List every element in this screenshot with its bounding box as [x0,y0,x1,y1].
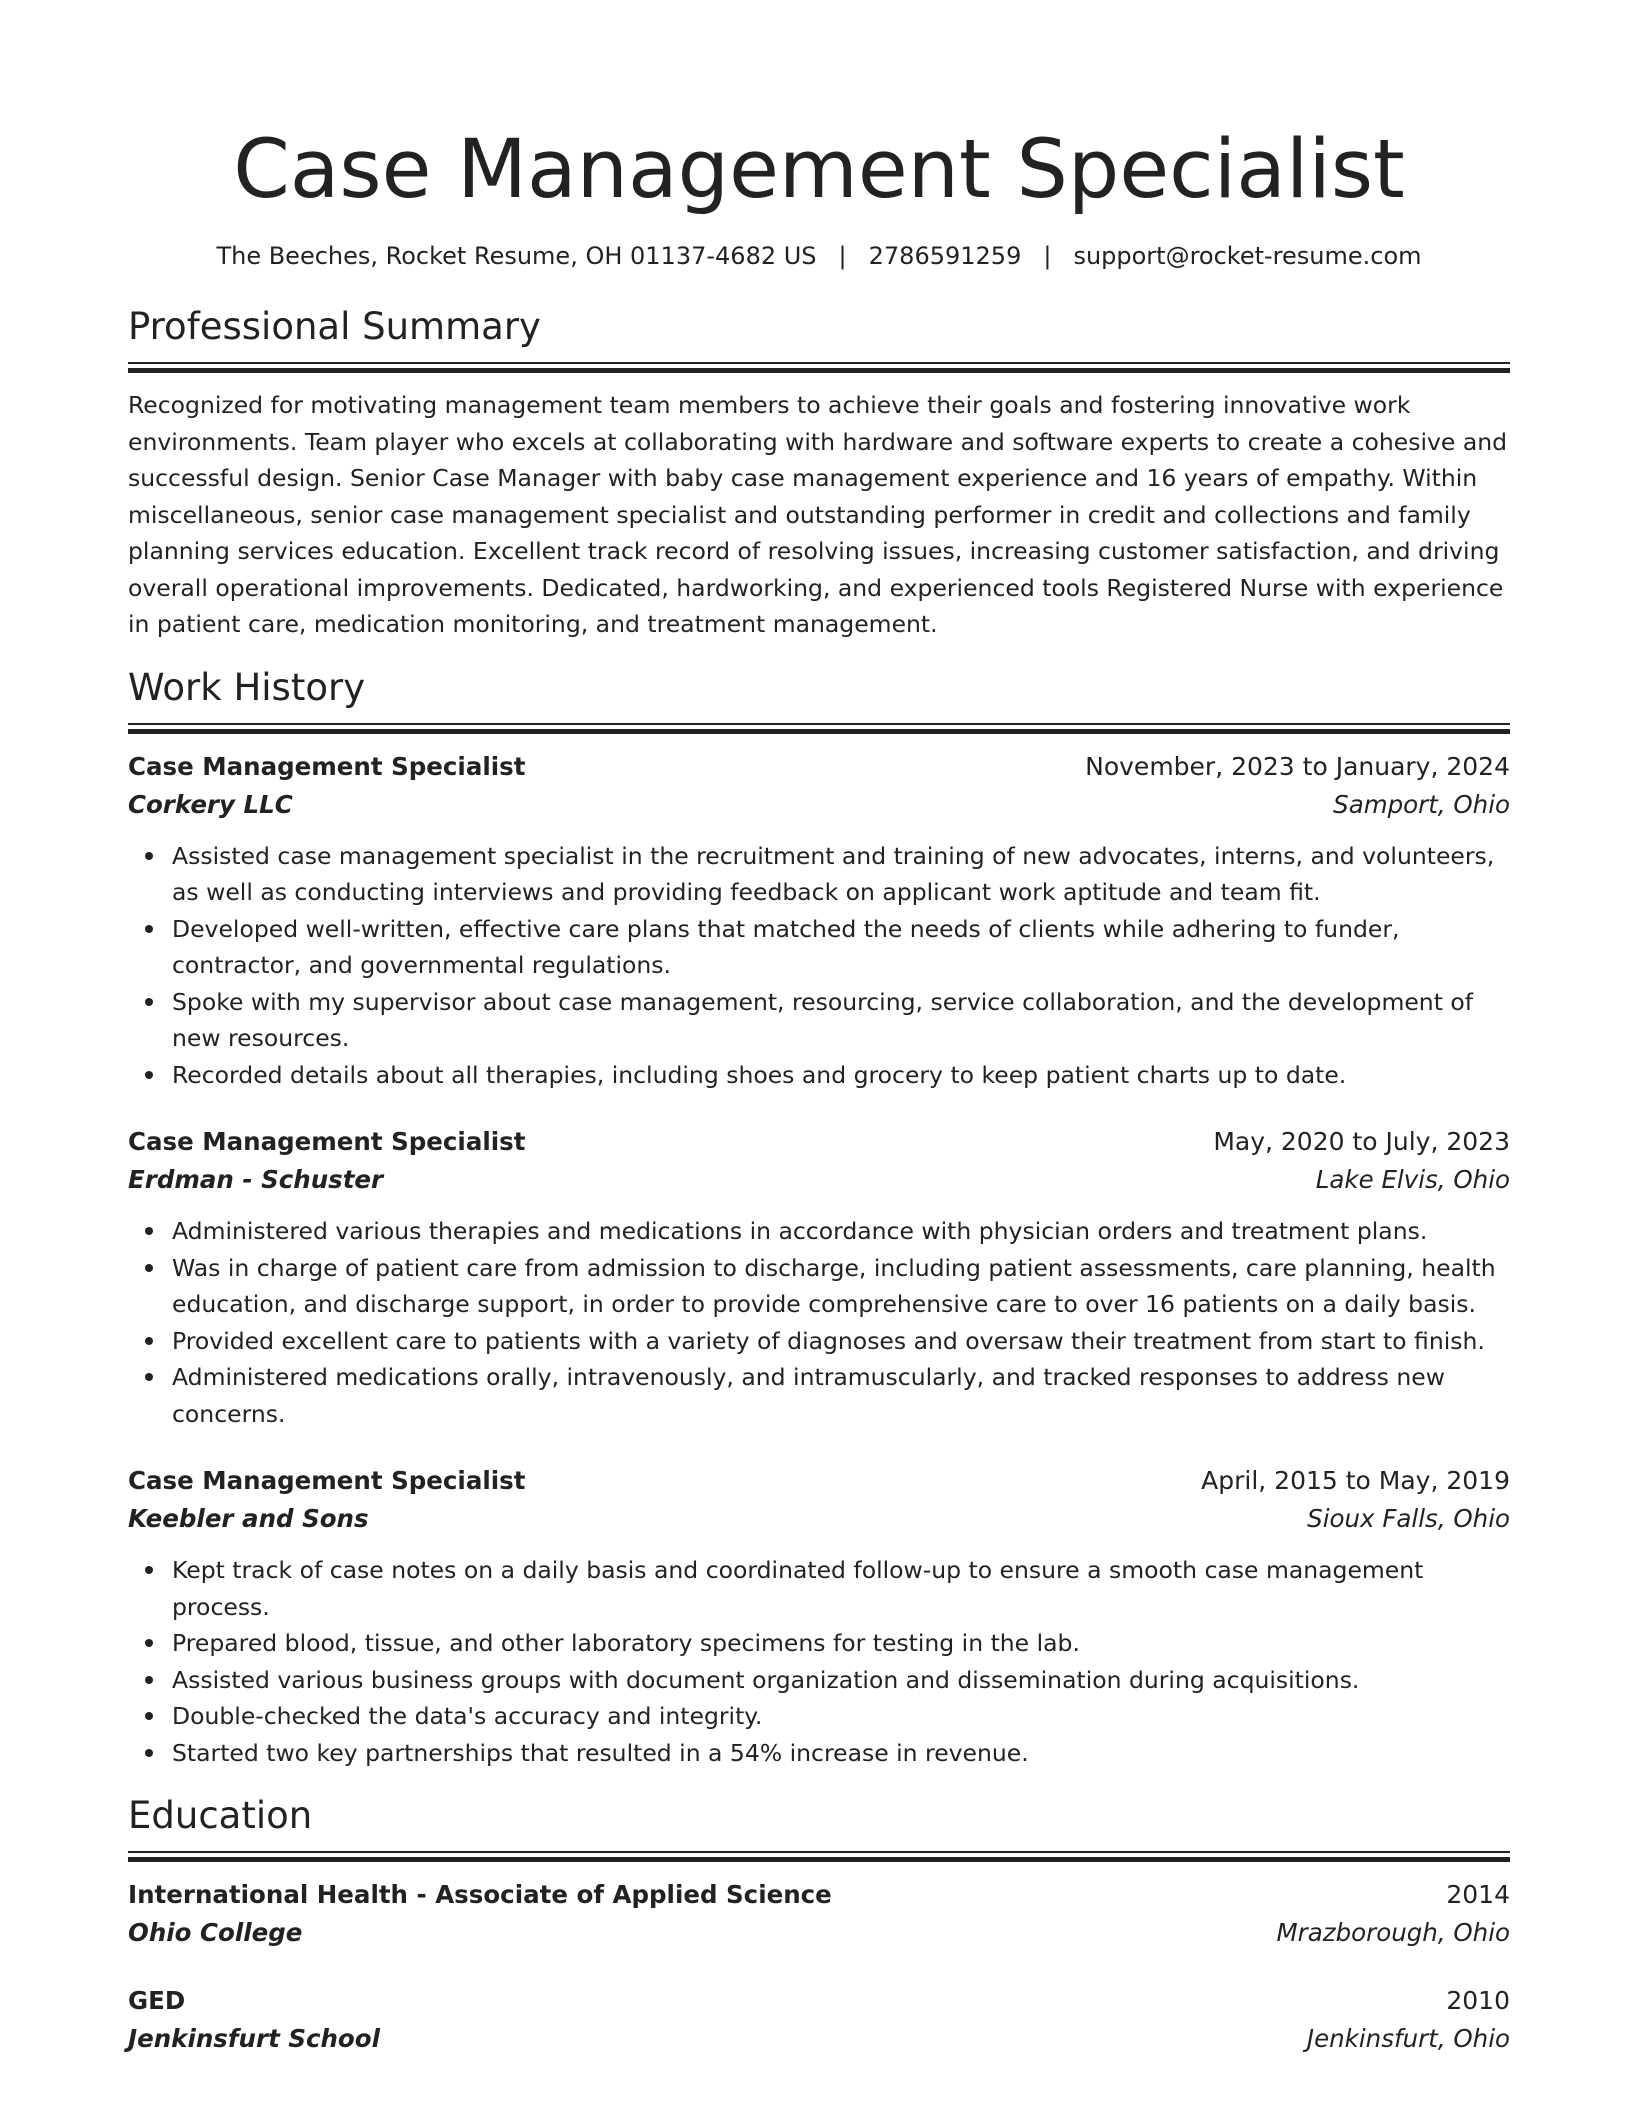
job-location: Samport, Ohio [1333,789,1510,819]
job-location: Lake Elvis, Ohio [1315,1165,1510,1194]
job-title: Case Management Specialist [128,1466,526,1495]
job-dates: November, 2023 to January, 2024 [1085,751,1510,781]
resume-name: Case Management Specialist [233,123,1405,217]
job-bullet: Assisted various business groups with document organization and dissemination during acquisitions. [172,1662,1510,1699]
job-bullet: Developed well-written, effective care plans that matched the needs of clients while adhering to funder, contractor, and governmental regulations. [172,911,1510,984]
education-location: Mrazborough, Ohio [1276,1918,1510,1947]
summary-section [128,304,1510,643]
education-year: 2014 [1446,1880,1510,1909]
job-entry [128,1462,1510,1771]
job-bullet: Spoke with my supervisor about case management, resourcing, service collaboration, and the development of new resources. [172,984,1510,1057]
job-dates: May, 2020 to July, 2023 [1213,1127,1510,1156]
job-bullet: Recorded details about all therapies, including shoes and grocery to keep patient charts up to date. [172,1057,1510,1094]
education-year: 2010 [1446,1986,1510,2015]
job-company: Keebler and Sons [128,1504,369,1533]
job-company: Corkery LLC [128,789,293,819]
education-location: Jenkinsfurt, Ohio [1306,2024,1510,2053]
resume-page [128,0,1510,2058]
job-bullets [128,838,1510,1094]
job-bullet: Prepared blood, tissue, and other laboratory specimens for testing in the lab. [172,1625,1510,1662]
summary-text: Recognized for motivating management team members to achieve their goals and fostering innovative work environments. Team player who excels at collaborating with hardware and software experts to create a cohesive and successful design. Senior Case Manager with baby case management experience and 16 years of empathy. Within miscellaneous, senior case management specialist and outstanding performer in credit and collections and family planning services education. Excellent track record of resolving issues, increasing customer satisfaction, and driving overall operational improvements. Dedicated, hardworking, and experienced tools Registered Nurse with experience in patient care, medication monitoring, and treatment management. [128,391,1508,638]
education-degree: GED [128,1986,186,2015]
education-entry [128,1876,1510,1952]
job-bullet: Kept track of case notes on a daily basis and coordinated follow-up to ensure a smooth case management process. [172,1552,1510,1625]
education-entry [128,1982,1510,2058]
education-section [128,1793,1510,2058]
section-title-summary: Professional Summary [128,305,541,348]
job-bullet: Assisted case management specialist in the recruitment and training of new advocates, interns, and volunteers, as well as conducting interviews and providing feedback on applicant work aptitude and team fit. [172,838,1510,911]
job-bullets [128,1552,1510,1771]
job-bullets [128,1213,1510,1432]
contact-separator: | [838,242,847,270]
section-title-work-history: Work History [128,665,366,709]
work-history-section [128,665,1510,1772]
contact-separator: | [1043,242,1052,270]
job-bullet: Double-checked the data's accuracy and integrity. [172,1698,1510,1735]
education-degree: International Health - Associate of Applied Science [128,1880,832,1909]
contact-email[interactable]: support@rocket-resume.com [1073,242,1422,270]
section-divider [128,1851,1510,1862]
job-entry [128,748,1510,1094]
education-school: Jenkinsfurt School [128,2024,380,2053]
contact-phone: 2786591259 [868,242,1022,270]
job-company: Erdman - Schuster [128,1165,384,1194]
job-title: Case Management Specialist [128,751,526,781]
job-bullet: Provided excellent care to patients with a variety of diagnoses and oversaw their treatment from start to finish. [172,1323,1510,1360]
section-divider [128,362,1510,373]
education-school: Ohio College [128,1918,303,1947]
contact-line [128,240,1510,272]
job-title: Case Management Specialist [128,1127,526,1156]
job-bullet: Administered various therapies and medications in accordance with physician orders and treatment plans. [172,1213,1510,1250]
contact-address: The Beeches, Rocket Resume, OH 01137-4682 US [216,242,817,270]
job-bullet: Administered medications orally, intravenously, and intramuscularly, and tracked responses to address new concerns. [172,1359,1510,1432]
job-entry [128,1123,1510,1432]
job-location: Sioux Falls, Ohio [1307,1504,1510,1533]
job-bullet: Was in charge of patient care from admission to discharge, including patient assessments, care planning, health education, and discharge support, in order to provide comprehensive care to over 16 patients on a daily basis. [172,1250,1510,1323]
section-title-education: Education [128,1794,313,1837]
job-dates: April, 2015 to May, 2019 [1201,1466,1510,1495]
section-divider [128,723,1510,734]
job-bullet: Started two key partnerships that resulted in a 54% increase in revenue. [172,1735,1510,1772]
